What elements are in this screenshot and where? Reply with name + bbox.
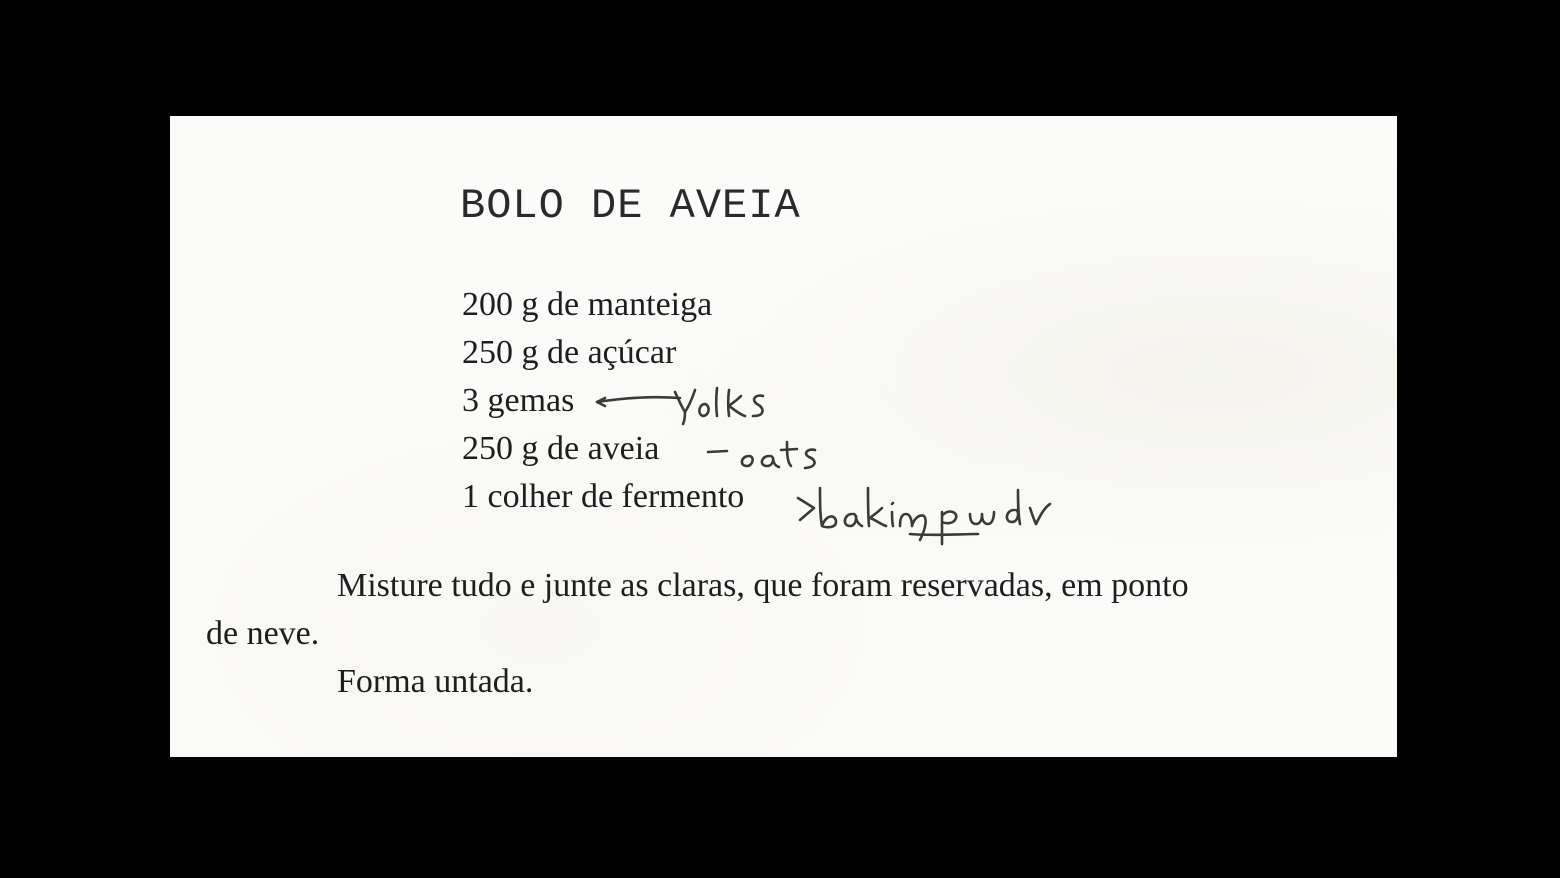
- ingredient-item: 1 colher de fermento: [462, 478, 745, 515]
- handwritten-note-baking-powder: [792, 484, 1062, 546]
- pan-note: Forma untada.: [337, 663, 534, 700]
- ingredient-item: 3 gemas: [462, 382, 575, 419]
- handwritten-note-oats: [705, 434, 830, 474]
- method-line: [206, 562, 1336, 610]
- method-text-1: Misture tudo e junte as claras, que foram reservadas, em ponto: [337, 567, 1189, 604]
- recipe-title: BOLO DE AVEIA: [460, 182, 801, 230]
- ingredient-item: 200 g de manteiga: [462, 286, 713, 323]
- ingredient-item: 250 g de açúcar: [462, 334, 677, 371]
- recipe-page: [170, 116, 1397, 757]
- method-text-2: de neve.: [206, 615, 320, 652]
- method-line: [206, 610, 1336, 658]
- method-paragraph: [206, 562, 1336, 658]
- ingredient-item: 250 g de aveia: [462, 430, 660, 467]
- handwritten-note-yolks: [595, 384, 795, 426]
